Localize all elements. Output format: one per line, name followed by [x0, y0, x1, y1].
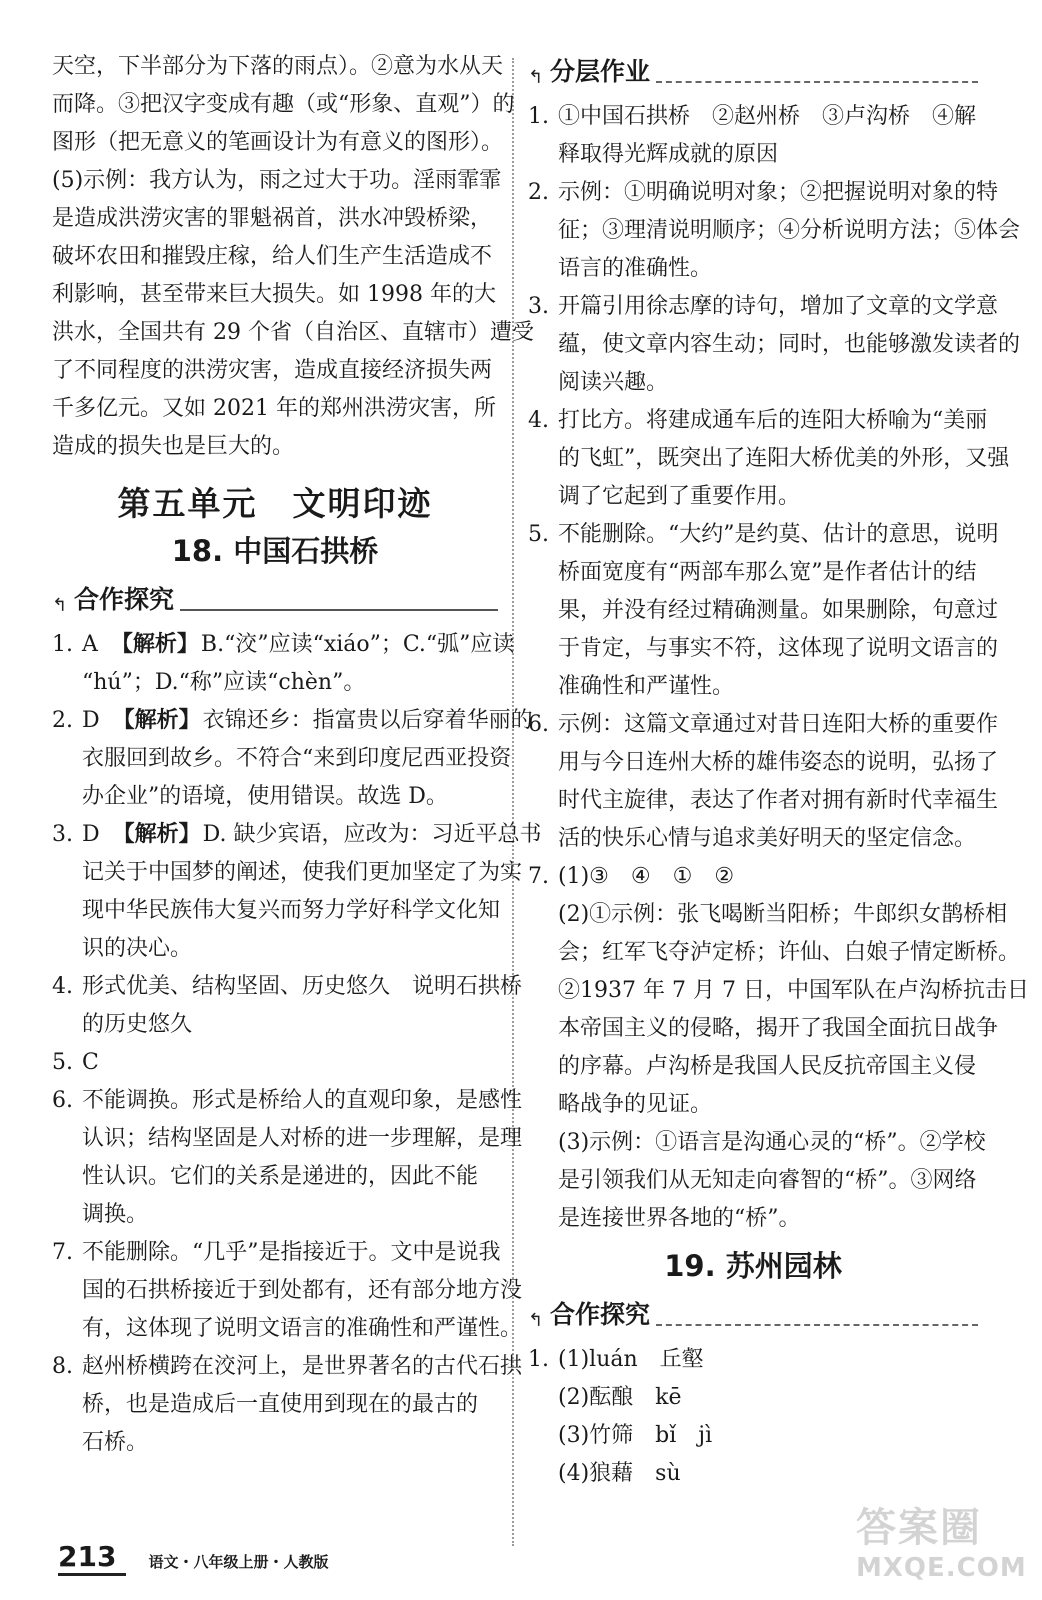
corner-arrow-icon: ↰ [528, 67, 544, 88]
analysis-tag: 【解析】 [123, 822, 201, 847]
answer-item [528, 98, 978, 174]
item-number: 7. [528, 864, 549, 889]
text-line: 有，这体现了说明文语言的准确性和严谨性。 [82, 1316, 523, 1341]
item-number: 3. [52, 822, 73, 847]
answer-item [528, 1341, 978, 1493]
answer-item [52, 1044, 498, 1082]
section-rule [180, 609, 498, 611]
item-number: 4. [528, 408, 549, 433]
corner-arrow-icon: ↰ [528, 1310, 544, 1331]
section-title: 合作探究 [550, 1300, 651, 1329]
text-line: (5)示例：我方认为，雨之过大于功。淫雨霏霏 [52, 168, 502, 193]
text-line: ②1937 年 7 月 7 日，中国军队在卢沟桥抗击日 [558, 978, 1029, 1003]
text-line: (3)示例：①语言是沟通心灵的“桥”。②学校 [558, 1130, 986, 1155]
item-number: 3. [528, 294, 549, 319]
text-line: 会；红军飞夺泸定桥；许仙、白娘子情定断桥。 [558, 940, 1021, 965]
text-line: 于肯定，与事实不符，这体现了说明文语言的 [558, 636, 999, 661]
text-line: 准确性和严谨性。 [558, 674, 735, 699]
lesson-title: 19. 苏州园林 [664, 1249, 842, 1283]
item-number: 7. [52, 1240, 73, 1265]
text-line: 打比方。将建成通车后的连阳大桥喻为“美丽 [558, 408, 988, 433]
text-line: 认识；结构坚固是人对桥的进一步理解，是理 [82, 1126, 523, 1151]
text-line: 是引领我们从无知走向睿智的“桥”。③网络 [558, 1168, 977, 1193]
section-heading [528, 52, 978, 88]
text-line: ①中国石拱桥 ②赵州桥 ③卢沟桥 ④解 [558, 104, 977, 129]
text-line: 千多亿元。又如 2021 年的郑州洪涝灾害，所 [52, 396, 496, 421]
text-line: 桥面宽度有“两部车那么宽”是作者估计的结 [558, 560, 977, 585]
section-rule [656, 1324, 978, 1326]
text-line: 略战争的见证。 [558, 1092, 713, 1117]
text-line: 记关于中国梦的阐述，使我们更加坚定了为实 [82, 860, 523, 885]
text-line: (1)③ ④ ① ② [558, 864, 735, 889]
text-line: 是造成洪涝灾害的罪魁祸首，洪水冲毁桥梁， [52, 206, 493, 231]
answer-item [528, 706, 999, 858]
answer-item [528, 858, 1029, 1238]
item-number: 5. [52, 1050, 73, 1075]
text-line: 的历史悠久 [82, 1012, 193, 1037]
section-title: 合作探究 [74, 585, 175, 614]
text-line: 本帝国主义的侵略，揭开了我国全面抗日战争 [558, 1016, 999, 1041]
text-line: 释取得光辉成就的原因 [558, 142, 779, 167]
text-line: 示例：这篇文章通过对昔日连阳大桥的重要作 [558, 712, 999, 737]
text-line: 现中华民族伟大复兴而努力学好科学文化知 [82, 898, 501, 923]
text-line: 桥，也是造成后一直使用到现在的最古的 [82, 1392, 479, 1417]
text-line: 利影响，甚至带来巨大损失。如 1998 年的大 [52, 282, 496, 307]
text-line: C [82, 1050, 99, 1075]
text-line: 示例：①明确说明对象；②把握说明对象的特 [558, 180, 999, 205]
section-heading [528, 1295, 978, 1331]
text-line: 石桥。 [82, 1430, 149, 1455]
answer-choice: D [82, 708, 100, 733]
answer-item [52, 968, 523, 1044]
text-line: 造成的损失也是巨大的。 [52, 434, 295, 459]
text-line: (1)luán 丘壑 [558, 1347, 704, 1372]
watermark-text: 答案圈 [856, 1505, 982, 1551]
item-number: 4. [52, 974, 73, 999]
text-line: B.“洨”应读“xiáo”；C.“弧”应读 [200, 632, 515, 657]
answer-item [52, 626, 515, 702]
text-line: 洪水，全国共有 29 个省（自治区、直辖市）遭受 [52, 320, 534, 345]
answer-choice: D [82, 822, 100, 847]
text-line: (4)狼藉 sù [558, 1461, 681, 1486]
section-heading [52, 580, 498, 616]
text-line: 时代主旋律，表达了作者对拥有新时代幸福生 [558, 788, 999, 813]
item-number: 1. [528, 104, 549, 129]
left-column [52, 48, 542, 1462]
answer-item [52, 1348, 523, 1462]
text-line: 办企业”的语境，使用错误。故选 D。 [82, 784, 448, 809]
item-number: 6. [528, 712, 549, 737]
watermark-logo [856, 1496, 1026, 1588]
text-line: D. 缺少宾语，应改为：习近平总书 [202, 822, 542, 847]
text-line: 不能删除。“大约”是约莫、估计的意思，说明 [558, 522, 999, 547]
page-footer [58, 1540, 328, 1576]
text-line: “hú”；D.“称”应读“chèn”。 [82, 670, 366, 695]
answer-item [528, 402, 1010, 516]
answer-item [528, 288, 1021, 402]
text-line: 识的决心。 [82, 936, 193, 961]
item-number: 1. [528, 1347, 549, 1372]
text-line: 的飞虹”，既突出了连阳大桥优美的外形，又强 [558, 446, 1010, 471]
text-line: 果，并没有经过精确测量。如果删除，句意过 [558, 598, 999, 623]
answer-item [52, 702, 533, 816]
item-number: 5. [528, 522, 549, 547]
right-column [528, 48, 1029, 1493]
text-line: 国的石拱桥接近于到处都有，还有部分地方没 [82, 1278, 523, 1303]
text-line: 形式优美、结构坚固、历史悠久 说明石拱桥 [82, 974, 523, 999]
watermark-url: MXQE.COM [856, 1553, 1027, 1583]
text-line: 破坏农田和摧毁庄稼，给人们生产生活造成不 [52, 244, 493, 269]
text-line: 是连接世界各地的“桥”。 [558, 1206, 801, 1231]
text-line: (2)酝酿 kē [558, 1385, 682, 1410]
analysis-tag: 【解析】 [123, 708, 201, 733]
text-line: 衣服回到故乡。不符合“来到印度尼西亚投资 [82, 746, 512, 771]
text-line: 图形（把无意义的笔画设计为有意义的图形）。 [52, 130, 504, 155]
section-title: 分层作业 [550, 57, 651, 86]
text-line: (2)①示例：张飞喝断当阳桥；牛郎织女鹊桥相 [558, 902, 1008, 927]
text-line: 性认识。它们的关系是递进的，因此不能 [82, 1164, 479, 1189]
text-line: 征；③理清说明顺序；④分析说明方法；⑤体会 [558, 218, 1021, 243]
answer-item [52, 1082, 523, 1234]
text-line: 不能调换。形式是桥给人的直观印象，是感性 [82, 1088, 523, 1113]
intro-paragraph [52, 48, 534, 466]
item-number: 1. [52, 632, 73, 657]
answer-item [528, 174, 1021, 288]
unit-title: 第五单元 文明印迹 [117, 484, 433, 523]
text-line: 开篇引用徐志摩的诗句，增加了文章的文学意 [558, 294, 999, 319]
text-line: 调了它起到了重要作用。 [558, 484, 801, 509]
answer-item [528, 516, 999, 706]
text-line: (3)竹筛 bǐ jì [558, 1423, 713, 1448]
corner-arrow-icon: ↰ [52, 595, 68, 616]
text-line: 蕴，使文章内容生动；同时，也能够激发读者的 [558, 332, 1021, 357]
text-line: 调换。 [82, 1202, 149, 1227]
answer-item [52, 816, 542, 968]
text-line: 天空，下半部分为下落的雨点）。②意为水从天 [52, 54, 504, 79]
text-line: 语言的准确性。 [558, 256, 713, 281]
text-line: 不能删除。“几乎”是指接近于。文中是说我 [82, 1240, 501, 1265]
item-number: 8. [52, 1354, 73, 1379]
lesson-title: 18. 中国石拱桥 [171, 534, 379, 568]
text-line: 而降。③把汉字变成有趣（或“形象、直观”）的 [52, 92, 515, 117]
text-line: 衣锦还乡：指富贵以后穿着华丽的 [202, 708, 533, 733]
item-number: 2. [52, 708, 73, 733]
section-rule [656, 81, 978, 83]
analysis-tag: 【解析】 [121, 632, 199, 657]
answer-item [52, 1234, 523, 1348]
book-info: 语文・八年级上册・人教版 [148, 1553, 329, 1571]
item-number: 6. [52, 1088, 73, 1113]
text-line: 了不同程度的洪涝灾害，造成直接经济损失两 [52, 358, 493, 383]
text-line: 的序幕。卢沟桥是我国人民反抗帝国主义侵 [558, 1054, 977, 1079]
text-line: 活的快乐心情与追求美好明天的坚定信念。 [558, 826, 977, 851]
text-line: 赵州桥横跨在洨河上，是世界著名的古代石拱 [82, 1354, 523, 1379]
answer-choice: A [82, 632, 98, 657]
page-number: 213 [58, 1540, 126, 1576]
text-line: 阅读兴趣。 [558, 370, 669, 395]
item-number: 2. [528, 180, 549, 205]
text-line: 用与今日连州大桥的雄伟姿态的说明，弘扬了 [558, 750, 999, 775]
